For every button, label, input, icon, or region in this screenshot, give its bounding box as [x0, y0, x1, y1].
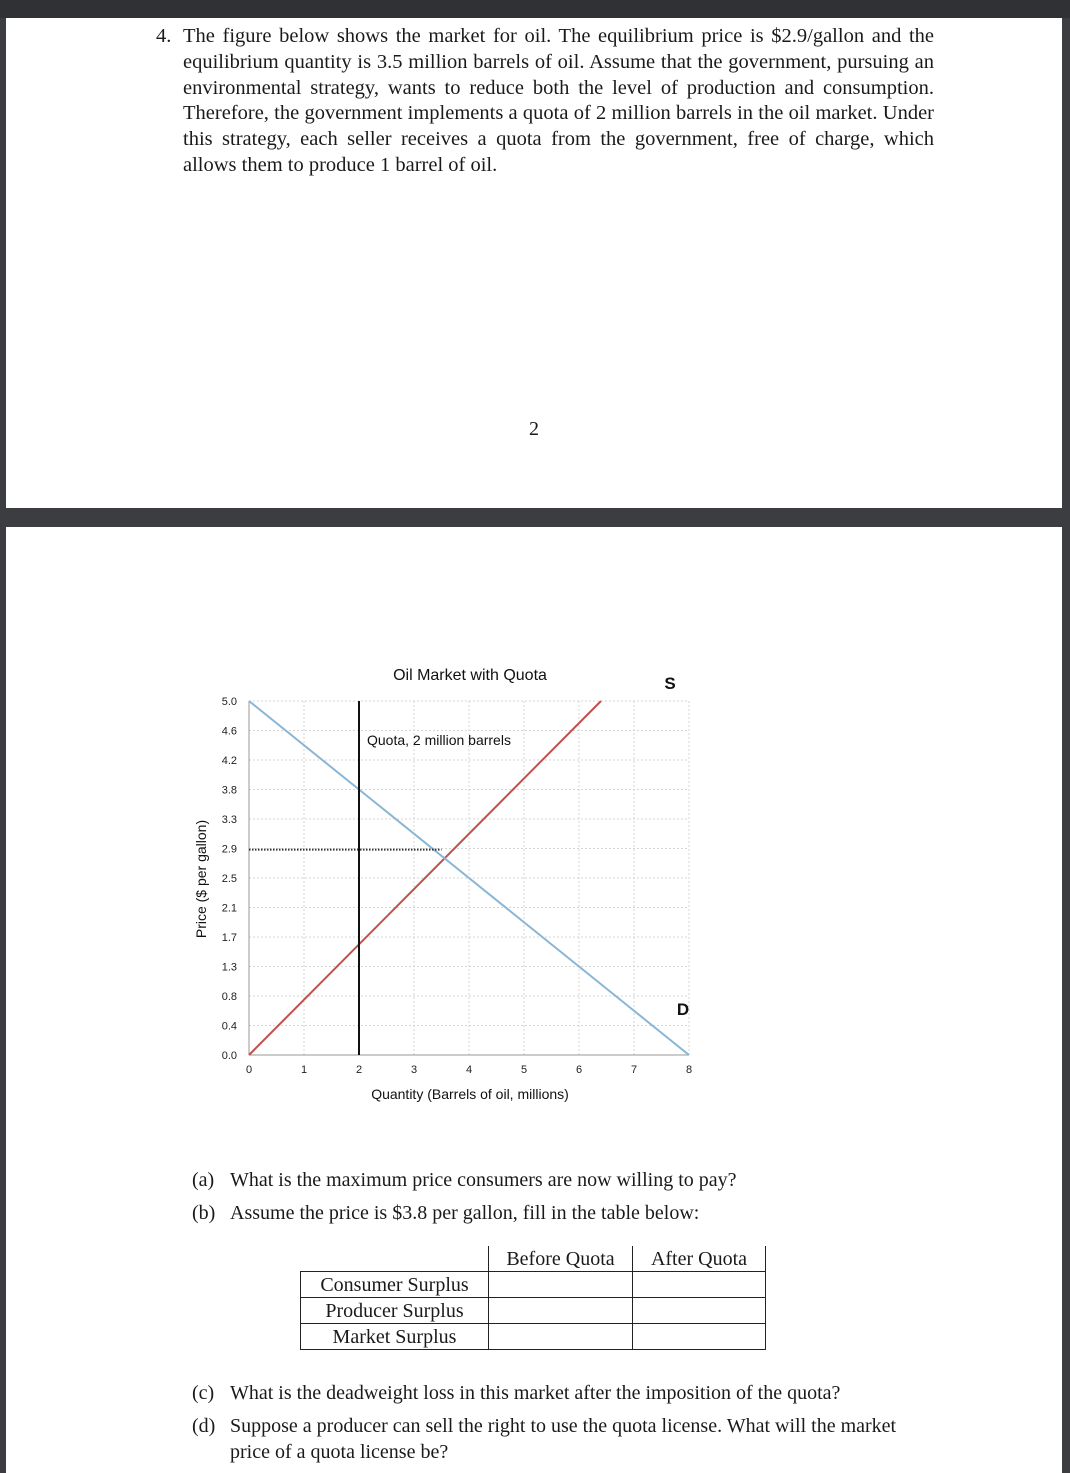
y-tick-label: 0.0	[221, 1050, 237, 1062]
x-tick-label: 2	[355, 1064, 363, 1076]
question-a-label: (a)	[192, 1169, 215, 1191]
x-tick-label: 0	[245, 1064, 253, 1076]
y-tick-label: 4.6	[221, 725, 237, 738]
row-label-market-surplus: Market Surplus	[301, 1324, 489, 1350]
problem-statement	[156, 24, 934, 179]
x-tick-label: 5	[520, 1064, 528, 1076]
y-tick-label: 1.7	[221, 932, 237, 944]
y-axis-label: Price ($ per gallon)	[193, 819, 209, 939]
x-tick-label: 3	[410, 1064, 418, 1076]
question-c-label: (c)	[192, 1382, 215, 1404]
y-tick-label: 2.9	[221, 843, 237, 856]
y-tick-label: 3.8	[221, 784, 237, 797]
surplus-table	[300, 1246, 766, 1350]
x-tick-label: 1	[300, 1064, 308, 1076]
cell-consumer-after[interactable]	[633, 1272, 766, 1298]
x-axis-label: Quantity (Barrels of oil, millions)	[371, 1086, 569, 1102]
table-header-after: After Quota	[633, 1246, 766, 1272]
cell-consumer-before[interactable]	[489, 1272, 633, 1298]
pdf-page-1	[6, 18, 1062, 508]
question-b-label: (b)	[192, 1202, 216, 1224]
question-a	[192, 1167, 937, 1193]
supply-label: S	[664, 674, 676, 693]
table-row	[301, 1324, 766, 1350]
question-d	[192, 1413, 937, 1465]
table-row	[301, 1298, 766, 1324]
y-tick-label: 2.1	[221, 902, 237, 915]
table-corner	[301, 1246, 489, 1272]
row-label-producer-surplus: Producer Surplus	[301, 1298, 489, 1324]
y-tick-label: 1.3	[221, 961, 237, 974]
y-tick-label: 5.0	[221, 696, 237, 708]
table-header-before: Before Quota	[489, 1246, 633, 1272]
viewer-top-bar	[0, 0, 1070, 18]
row-label-consumer-surplus: Consumer Surplus	[301, 1272, 489, 1298]
x-tick-label: 7	[630, 1064, 638, 1076]
question-b-text: Assume the price is $3.8 per gallon, fill in the table below:	[230, 1202, 700, 1224]
x-tick-label: 8	[685, 1064, 693, 1076]
cell-market-before[interactable]	[489, 1324, 633, 1350]
y-tick-label: 0.4	[221, 1020, 237, 1033]
cell-producer-before[interactable]	[489, 1298, 633, 1324]
y-tick-label: 0.8	[221, 991, 237, 1003]
question-c-text: What is the deadweight loss in this market after the imposition of the quota?	[230, 1382, 841, 1404]
quota-label: Quota, 2 million barrels	[367, 732, 511, 748]
question-b	[192, 1200, 937, 1226]
cell-market-after[interactable]	[633, 1324, 766, 1350]
y-tick-label: 3.3	[221, 814, 237, 826]
question-c	[192, 1380, 937, 1406]
problem-number: 4.	[156, 25, 172, 47]
question-a-text: What is the maximum price consumers are now willing to pay?	[230, 1169, 737, 1191]
chart-title: Oil Market with Quota	[393, 667, 547, 684]
page-number: 2	[529, 418, 539, 440]
x-tick-label: 6	[575, 1064, 583, 1076]
cell-producer-after[interactable]	[633, 1298, 766, 1324]
question-d-text: Suppose a producer can sell the right to use the quota license. What will the market price of a quota license be?	[230, 1415, 897, 1463]
question-d-label: (d)	[192, 1415, 216, 1437]
demand-label: D	[676, 1000, 690, 1019]
pdf-page-2	[6, 527, 1062, 1473]
problem-text: The figure below shows the market for oil. The equilibrium price is $2.9/gallon and the equilibrium quantity is 3.5 million barrels of oil. Assume that the government, pursuing an environmental strategy, wants to reduce both the level of production and consumption. Therefore, the government implements a quota of 2 million barrels in the oil market. Under this strategy, each seller receives a quota from the government, free of charge, which allows them to produce 1 barrel of oil.	[183, 25, 934, 176]
oil-market-chart	[6, 527, 1062, 1127]
table-row	[301, 1272, 766, 1298]
x-tick-label: 4	[465, 1064, 473, 1076]
y-tick-label: 4.2	[221, 755, 237, 767]
y-tick-label: 2.5	[221, 873, 237, 885]
chart-ticks	[222, 696, 692, 1076]
